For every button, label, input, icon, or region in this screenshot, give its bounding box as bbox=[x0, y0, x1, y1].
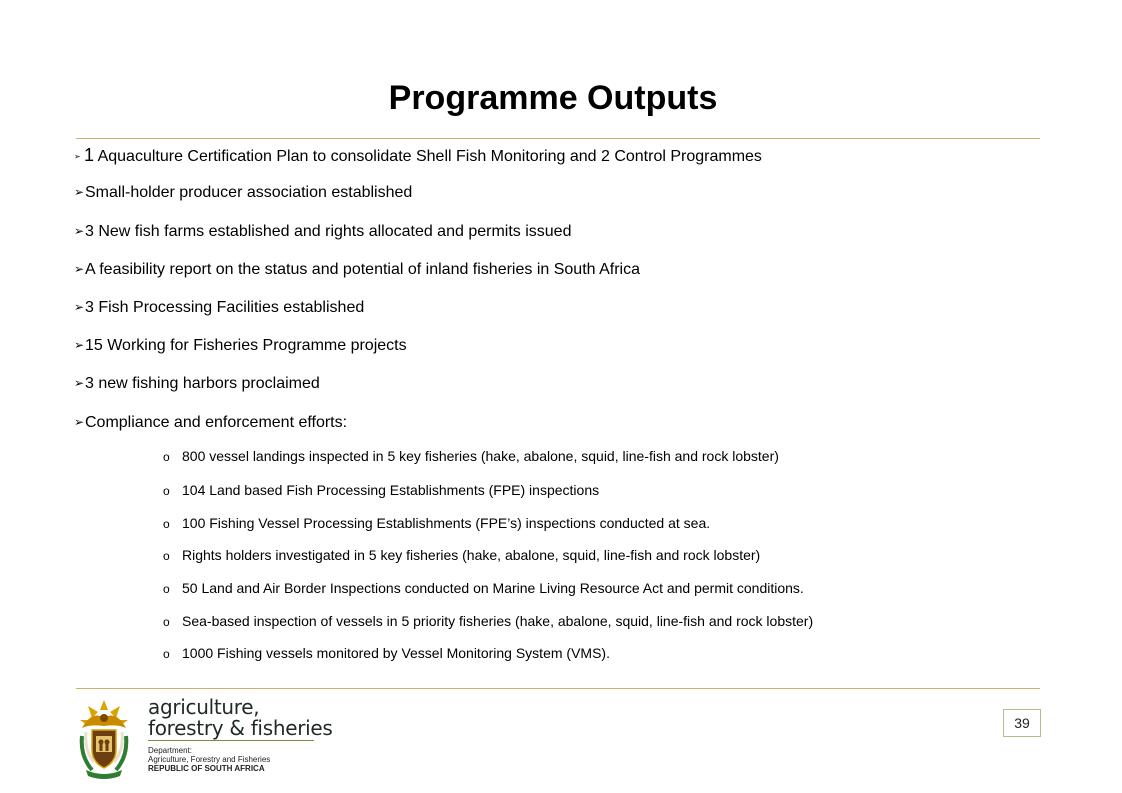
arrow-bullet-icon: ➢ bbox=[74, 376, 85, 390]
sub-list-item bbox=[163, 644, 610, 663]
wordmark-line-2: forestry & fisheries bbox=[148, 716, 333, 740]
wordmark-divider bbox=[148, 740, 314, 741]
list-item bbox=[74, 374, 320, 394]
list-item-text: Small-holder producer association established bbox=[85, 184, 413, 201]
list-item-text: 3 new fishing harbors proclaimed bbox=[85, 375, 320, 392]
sub-list-item bbox=[163, 546, 760, 565]
sub-list-item-text: Sea-based inspection of vessels in 5 priority fisheries (hake, abalone, squid, line-fish and rock lobster) bbox=[182, 613, 814, 629]
list-item bbox=[74, 298, 364, 318]
department-label: Department: bbox=[148, 746, 193, 755]
sub-list-item-text: 1000 Fishing vessels monitored by Vessel Monitoring System (VMS). bbox=[182, 645, 610, 661]
list-item bbox=[74, 222, 571, 242]
list-item-text: Compliance and enforcement efforts: bbox=[85, 414, 348, 431]
list-item bbox=[74, 260, 640, 280]
sub-list-item-text: 100 Fishing Vessel Processing Establishments (FPE’s) inspections conducted at sea. bbox=[182, 515, 711, 531]
arrow-bullet-icon: ➢ bbox=[74, 185, 85, 199]
list-item-text: Aquaculture Certification Plan to consolidate Shell Fish Monitoring and 2 Control Programmes bbox=[94, 148, 762, 165]
list-item-lead-number: 1 bbox=[84, 145, 95, 165]
sub-list-item bbox=[163, 514, 710, 533]
slide-title: Programme Outputs bbox=[388, 79, 718, 117]
department-caption bbox=[148, 746, 270, 773]
sub-list-item bbox=[163, 579, 804, 598]
department-name: Agriculture, Forestry and Fisheries bbox=[148, 755, 271, 764]
title-divider bbox=[76, 138, 1040, 139]
circle-bullet-icon: o bbox=[163, 647, 170, 661]
circle-bullet-icon: o bbox=[163, 582, 170, 596]
list-item bbox=[74, 145, 762, 169]
ministry-wordmark bbox=[148, 697, 333, 739]
sub-list-item-text: Rights holders investigated in 5 key fisheries (hake, abalone, squid, line-fish and rock lobster) bbox=[182, 547, 761, 563]
footer-divider bbox=[76, 688, 1040, 689]
sub-list-item-text: 50 Land and Air Border Inspections conducted on Marine Living Resource Act and permit conditions. bbox=[182, 580, 804, 596]
circle-bullet-icon: o bbox=[163, 517, 170, 531]
country-name: REPUBLIC OF SOUTH AFRICA bbox=[148, 764, 265, 773]
arrow-bullet-icon: ➢ bbox=[74, 338, 85, 352]
circle-bullet-icon: o bbox=[163, 549, 170, 563]
arrow-bullet-icon: ➢ bbox=[74, 300, 85, 314]
list-item-text: A feasibility report on the status and potential of inland fisheries in South Africa bbox=[85, 261, 640, 278]
wordmark-line-1: agriculture, bbox=[148, 695, 260, 719]
circle-bullet-icon: o bbox=[163, 450, 170, 464]
circle-bullet-icon: o bbox=[163, 484, 170, 498]
arrow-bullet-icon: ➢ bbox=[74, 262, 85, 276]
circle-bullet-icon: o bbox=[163, 615, 170, 629]
list-item-text: 3 Fish Processing Facilities established bbox=[85, 299, 365, 316]
sub-list-item-text: 104 Land based Fish Processing Establishments (FPE) inspections bbox=[182, 482, 600, 498]
arrow-bullet-icon: ➢ bbox=[74, 152, 81, 161]
list-item bbox=[74, 336, 407, 356]
sub-list-item bbox=[163, 481, 599, 500]
list-item-text: 3 New fish farms established and rights allocated and permits issued bbox=[85, 223, 572, 240]
sub-list-item-text: 800 vessel landings inspected in 5 key fisheries (hake, abalone, squid, line-fish and rock lobster) bbox=[182, 448, 779, 464]
arrow-bullet-icon: ➢ bbox=[74, 224, 85, 238]
arrow-bullet-icon: ➢ bbox=[74, 415, 85, 429]
list-item bbox=[74, 183, 412, 203]
sub-list-item bbox=[163, 612, 813, 631]
list-item-text: 15 Working for Fisheries Programme projects bbox=[85, 337, 407, 354]
list-item bbox=[74, 413, 347, 433]
sub-list-item bbox=[163, 447, 779, 466]
page-number-badge: 39 bbox=[1003, 709, 1041, 737]
